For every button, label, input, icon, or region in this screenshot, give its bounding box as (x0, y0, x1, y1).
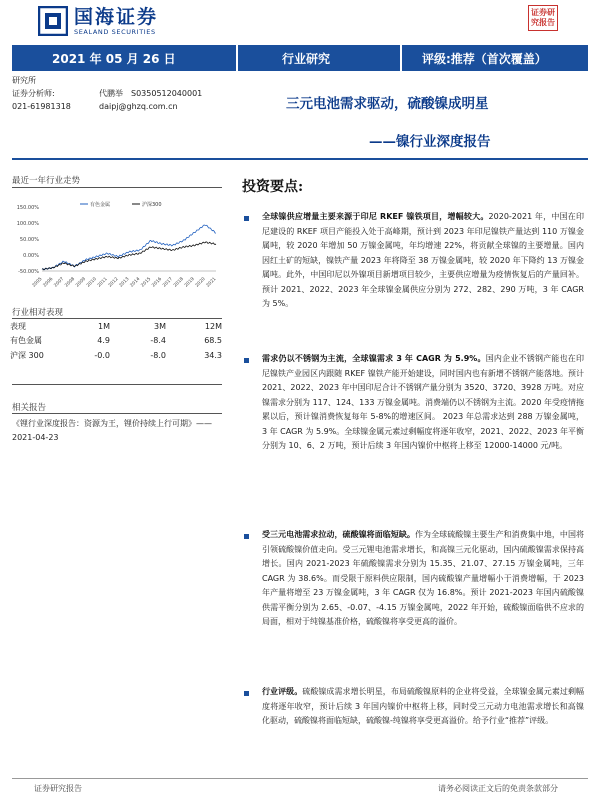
row-name: 沪深 300 (10, 350, 44, 360)
paragraph-body: 硫酸镍成需求增长明星，布局硫酸镍原料的企业将受益，全球镍金属元素过剩幅度将逐年收窄，预计后续 3 年国内镍价中枢将上移，同时受三元动力电池需求增长和高镍化驱动，硫酸镍将面临短缺，硫酸镍-纯镍将享受更高溢价。给予行业“推荐”评级。 (262, 687, 585, 725)
banner-divider (236, 45, 238, 71)
series-line-1 (42, 225, 216, 270)
trend-chart (10, 195, 222, 295)
y-tick-label: 150.00% (16, 205, 39, 211)
paragraph-lead: 全球镍供应增量主要来源于印尼 RKEF 镍铁项目，增幅较大。 (262, 212, 489, 221)
institute-label: 研究所 (12, 76, 36, 85)
banner-divider (400, 45, 402, 71)
table-header-row (10, 319, 224, 334)
legend-label: 有色金属 (90, 202, 111, 208)
paragraph-demand (262, 352, 584, 454)
analyst-name: 代鹏举 (99, 89, 123, 98)
cell-1m: -0.0 (94, 350, 110, 360)
footer-label: 证券研究报告 (34, 784, 82, 793)
paragraph-lead: 行业评级。 (262, 687, 303, 696)
table-row (10, 348, 224, 363)
reports-title-underline (12, 413, 222, 414)
paragraph-supply (262, 210, 584, 312)
paragraph-nickel-sulfate (262, 528, 584, 630)
x-tick-label: 2016 (151, 276, 164, 289)
industry-rating: 评级:推荐（首次覆盖） (422, 51, 547, 66)
x-tick-label: 2013 (118, 276, 131, 289)
paragraph-body: 国内企业不锈钢产能也在印尼镍铁产业园区内跟随 RKEF 镍铁产能开始建设，同时国内也有新增不锈钢产能落地。预计 2021、2022、2023 年中国印尼合计不锈钢产量分别为 3520、3720、3928 万吨。对应镍需求分别为 117、124、133 万镍金属吨。消费端仍以不锈钢为主流。2020 年受疫情拖累以后，预计镍消费恢复每年 5-8%的增速区间。 2023 年总需求达到 288 万镍金属吨，3 年 CAGR 为 5.9%。全球镍金属元素过剩幅度将逐年收窄，2021、2022、2023 年平衡分别为 10、6、2 万吨，预计后续 3 年国内镍价中枢将上移至 12000-14000 元/吨。 (262, 354, 585, 450)
cell-12m: 68.5 (204, 336, 222, 346)
x-tick-label: 2008 (64, 276, 77, 289)
bullet-icon (244, 534, 249, 539)
y-tick-label: 0.00% (23, 253, 39, 259)
bullet-icon (244, 358, 249, 363)
research-stamp: 证券研究报告 (528, 5, 558, 31)
header-cell: 表现 (10, 321, 26, 331)
analyst-email[interactable]: daipj@ghzq.com.cn (99, 102, 178, 111)
perf-title: 行业相对表现 (12, 308, 64, 318)
footer-disclaimer: 请务必阅读正文后的免责条款部分 (438, 784, 558, 793)
logo-mark-icon (38, 6, 68, 36)
table-row (10, 334, 224, 349)
cell-12m: 34.3 (204, 350, 222, 360)
logo-name-en: SEALAND SECURITIES (74, 27, 156, 36)
cell-3m: -8.4 (150, 336, 166, 346)
company-logo (38, 6, 158, 36)
reports-title: 相关报告 (12, 403, 47, 413)
analyst-cert: S0350512040001 (131, 89, 203, 98)
row-name: 有色金属 (10, 336, 42, 346)
x-tick-label: 2007 (53, 276, 66, 289)
analyst-label: 证券分析师: (12, 89, 55, 98)
y-tick-label: -50.00% (18, 269, 39, 275)
cell-1m: 4.9 (97, 336, 110, 346)
bullet-icon (244, 691, 249, 696)
investment-title: 投资要点: (242, 179, 304, 195)
report-subtitle: ——镍行业深度报告 (369, 134, 491, 150)
footer-divider (12, 778, 588, 779)
legend-label: 沪深300 (142, 202, 162, 208)
y-tick-label: 50.00% (19, 237, 39, 243)
x-tick-label: 2018 (173, 276, 185, 289)
y-tick-label: 100.00% (16, 221, 39, 227)
header-cell: 1M (98, 321, 110, 331)
perf-table-bottom-line (12, 384, 222, 385)
trend-title: 最近一年行业走势 (12, 176, 81, 186)
header-divider (12, 158, 588, 160)
cell-3m: -8.0 (150, 350, 166, 360)
report-date: 2021 年 05 月 26 日 (52, 51, 176, 66)
paragraph-lead: 需求仍以不锈钢为主流，全球镍需求 3 年 CAGR 为 5.9%。 (262, 354, 486, 363)
paragraph-body: 2020-2021 年，中国在印尼建设的 RKEF 项目产能投入处于高峰期，预计到 2023 年印尼镍铁产量达到 110 万镍金属吨，较 2020 年增加 50 万镍金属吨，年均增速 22%，将贡献全球镍的主要增量。国内因红土矿的短缺，镍铁产量 2023 年将降至 38 万镍金属吨，较 2020 年下降约 13 万镍金属吨。此外，中国印尼以外镍项目新增项目较少，主要供应增量为疫情恢复后的产量回补。预计 2021、2022、2023 年全球镍金属供应分别为 272、282、290 万吨，3 年 CAGR 为 5%。 (262, 212, 585, 308)
x-tick-label: 2019 (184, 276, 196, 289)
trend-title-underline (12, 187, 222, 188)
logo-name-cn: 国海证券 (74, 5, 159, 28)
x-tick-label: 2011 (97, 276, 109, 289)
paragraph-rating (262, 685, 584, 729)
series-line-2 (42, 242, 216, 270)
x-tick-label: 2020 (194, 276, 207, 289)
report-category: 行业研究 (282, 51, 331, 66)
header-cell: 12M (204, 321, 222, 331)
bullet-icon (244, 216, 249, 221)
x-tick-label: 2017 (162, 276, 174, 289)
x-tick-label: 2005 (31, 276, 44, 289)
analyst-phone: 021-61981318 (12, 102, 71, 111)
perf-table (10, 319, 224, 363)
x-tick-label: 2021 (205, 276, 218, 289)
header-banner (12, 45, 588, 71)
x-tick-label: 2014 (129, 276, 142, 289)
x-tick-label: 2012 (107, 276, 120, 289)
x-tick-label: 2006 (42, 276, 55, 289)
paragraph-lead: 受三元电池需求拉动，硫酸镍将面临短缺。 (262, 530, 415, 539)
x-tick-label: 2015 (140, 276, 153, 289)
header-cell: 3M (154, 321, 166, 331)
paragraph-body: 作为全球硫酸镍主要生产和消费集中地，中国将引领硫酸镍价值走向。受三元锂电池需求增长，和高镍三元化驱动，国内硫酸镍需求保持高增长。国内 2021-2023 年硫酸镍需求分别为 15.35、21.07、27.15 万镍金属吨，三年 CAGR 为 38.6%。而受限于原料供应限制，国内硫酸镍产量增幅小于消费增幅，于 2023 年产量将增至 23 万镍金属吨，3 年 CAGR 仅为 16.8%。预计 2021-2023 年国内硫酸镍供需平衡分别为 2.65、-0.07、-4.15 万镍金属吨，2022 年开始，硫酸镍面临供不应求的局面，相对于纯镍基准价格，硫酸镍将享受更高的溢价。 (262, 530, 585, 626)
x-tick-label: 2010 (86, 276, 98, 289)
x-tick-label: 2009 (75, 276, 87, 289)
report-title: 三元电池需求驱动，硫酸镍成明星 (286, 96, 489, 112)
related-report-link[interactable]: 《锂行业深度报告：资源为王，锂价持续上行可期》——2021-04-23 (12, 419, 212, 442)
